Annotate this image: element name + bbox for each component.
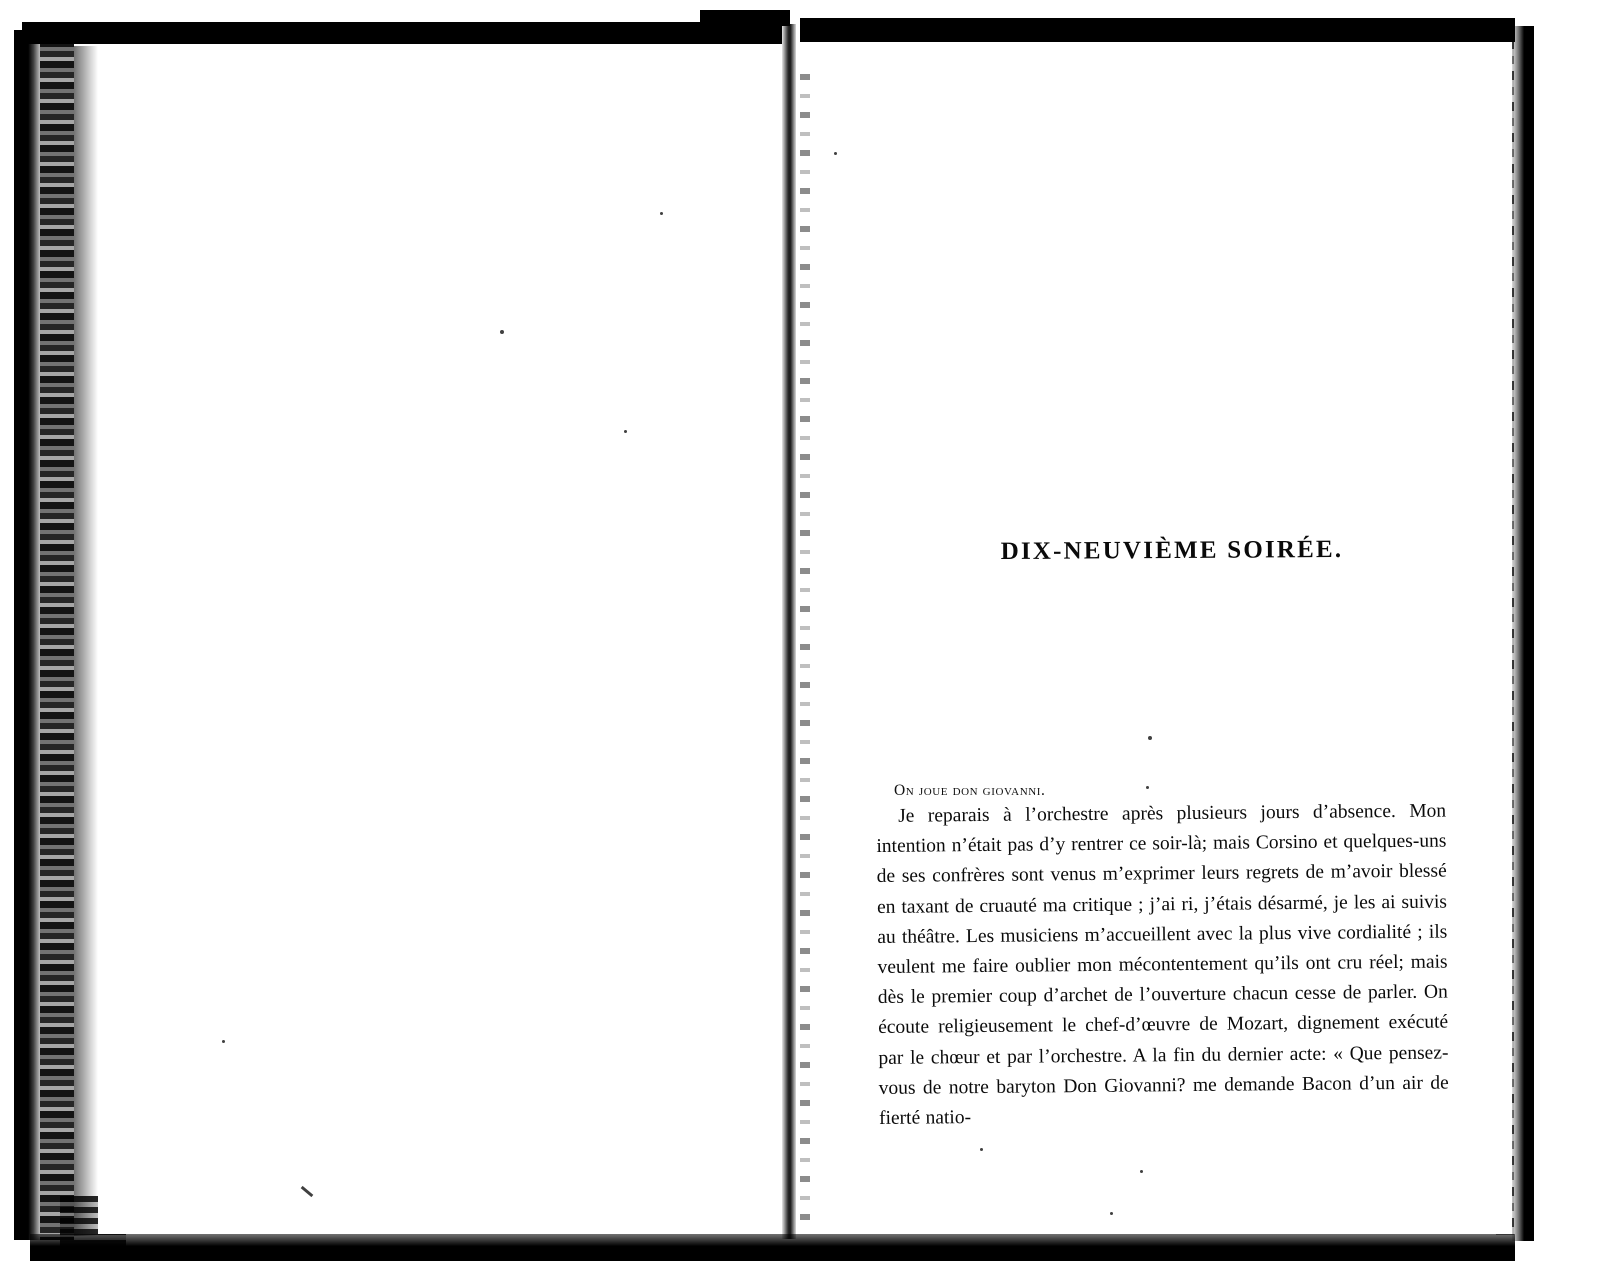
scan-edge-left-outer [14, 30, 40, 1240]
scan-edge-bottom [30, 1234, 1515, 1261]
scan-speck [1140, 1170, 1143, 1173]
scan-speck [624, 430, 627, 433]
scan-edge-right [1512, 26, 1534, 1241]
body-paragraph: Je reparais à l’orchestre après plusieurs jours d’absence. Mon intention n’était pas d’y rentrer ce soir-là; mais Corsino et quelques-uns de ses confrères sont venus m’exprimer leurs regrets de m’avoir blessé en taxant de cruauté ma critique ; j’ai ri, j’étais désarmé, je les ai suivis au théâtre. Les musiciens m’accueillent avec la plus vive cordialité ; ils veulent me faire oublier mon mécontentement qu’ils ont cru réel; mais dès le premier coup d’archet de l’ouverture chacun cesse de parler. On écoute religieusement le chef-d’œuvre de Mozart, dignement exécuté par le chœur et par l’orchestre. A la fin du dernier acte: « Que pensez-vous de notre baryton Don Giovanni? me demande Bacon d’un air de fierté natio- [876, 800, 1449, 1130]
scan-speck [500, 330, 504, 334]
scan-speck [1148, 736, 1152, 740]
book-gutter-speckle [800, 60, 810, 1220]
scan-edge-left-fade [74, 46, 98, 1236]
book-gutter [782, 24, 796, 1239]
scan-edge-top-right [800, 18, 1515, 42]
scan-speck [222, 1040, 225, 1043]
scan-speck [834, 152, 837, 155]
left-page [98, 46, 782, 1234]
scan-speck [980, 1148, 983, 1151]
scan-edge-top-nub [700, 10, 790, 26]
scan-edge-left-inner [40, 40, 74, 1240]
scan-speck [1146, 786, 1149, 789]
chapter-title: DIX-NEUVIÈME SOIRÉE. [1000, 535, 1344, 566]
scan-edge-top-left [22, 22, 782, 44]
right-page [812, 42, 1512, 1234]
stage-direction: On joue don giovanni. [894, 782, 1046, 799]
body-text-block [876, 782, 1449, 1134]
scan-speck [660, 212, 663, 215]
scan-speck [1110, 1212, 1113, 1215]
